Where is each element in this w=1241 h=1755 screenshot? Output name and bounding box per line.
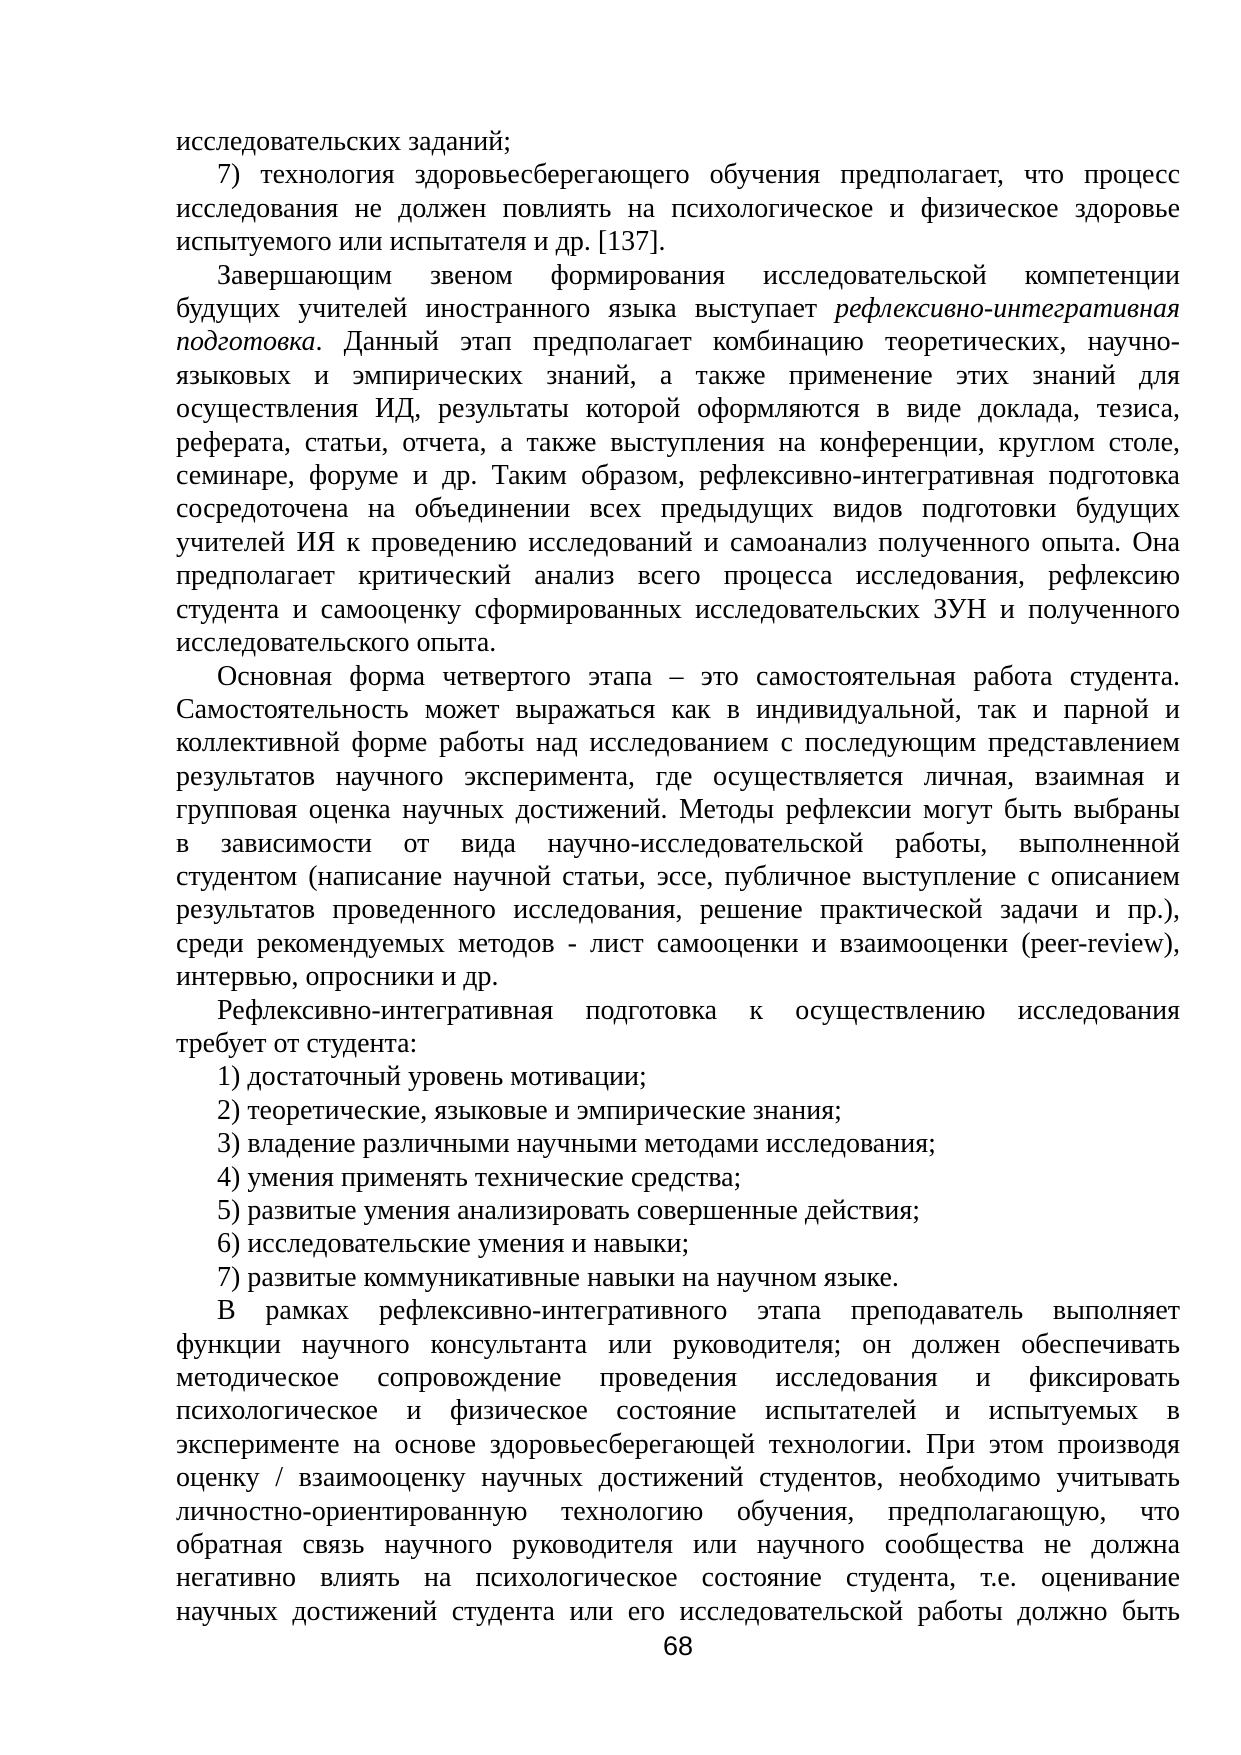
text-run: в зависимости от вида научно-исследовательской работы, выполненной <box>176 827 1180 859</box>
text-run: В рамках рефлексивно-интегративного этапа преподаватель выполняет <box>217 1295 1180 1327</box>
text-run: реферата, статьи, отчета, а также выступления на конференции, круглом столе, <box>176 426 1180 458</box>
text-line <box>176 192 1180 225</box>
text-line <box>176 325 1180 358</box>
text-line <box>176 860 1180 893</box>
text-run: студентом (написание научной статьи, эссе, публичное выступление с описанием <box>176 860 1180 892</box>
text-run: обратная связь научного руководителя или научного сообщества не должна <box>176 1529 1180 1561</box>
text-run: личностно-ориентированную технологию обучения, предполагающую, что <box>176 1495 1180 1527</box>
text-line <box>176 960 1180 993</box>
text-run: 3) владение различными научными методами исследования; <box>217 1128 936 1160</box>
text-line <box>176 1194 1180 1227</box>
text-run: Основная форма четвертого этапа – это самостоятельная работа студента. <box>217 660 1180 692</box>
text-run: 1) достаточный уровень мотивации; <box>217 1061 647 1093</box>
text-run: Рефлексивно-интегративная подготовка к осуществлению исследования <box>217 994 1180 1026</box>
text-line <box>176 793 1180 826</box>
text-line <box>176 1227 1180 1260</box>
text-run: 2) теоретические, языковые и эмпирические знания; <box>217 1094 842 1126</box>
text-run: будущих учителей иностранного языка выступает <box>176 293 836 325</box>
italic-text-run: рефлексивно-интегративная <box>835 293 1180 325</box>
text-line <box>176 392 1180 425</box>
text-line <box>176 426 1180 459</box>
text-run: исследовательских заданий; <box>176 126 511 157</box>
text-run: оценку / взаимооценку научных достижений студентов, необходимо учитывать <box>176 1462 1180 1494</box>
text-run: осуществления ИД, результаты которой оформляются в виде доклада, тезиса, <box>176 393 1180 425</box>
text-run: сосредоточена на объединении всех предыдущих видов подготовки будущих <box>176 493 1180 525</box>
text-run: Самостоятельность может выражаться как в индивидуальной, так и парной и <box>176 693 1180 725</box>
text-line <box>176 1461 1180 1494</box>
page-number: 68 <box>662 1631 694 1662</box>
text-line <box>176 459 1180 492</box>
text-line <box>176 760 1180 793</box>
text-line <box>176 1328 1180 1361</box>
text-run: интервью, опросники и др. <box>176 961 499 993</box>
text-line <box>176 1261 1180 1294</box>
text-line <box>176 893 1180 926</box>
text-run: результатов проведенного исследования, решение практической задачи и пр.), <box>176 894 1180 926</box>
text-line <box>176 660 1180 693</box>
document-content <box>176 125 1180 1661</box>
document-body <box>176 125 1180 1628</box>
text-run: Завершающим звеном формирования исследовательской компетенции <box>217 259 1180 291</box>
text-line <box>176 1161 1180 1194</box>
text-line <box>176 492 1180 525</box>
text-line <box>176 225 1180 258</box>
text-line <box>176 927 1180 960</box>
text-line <box>176 726 1180 759</box>
text-run: 4) умения применять технические средства; <box>217 1161 742 1193</box>
text-line <box>176 526 1180 559</box>
text-run: 7) технология здоровьесберегающего обучения предполагает, что процесс <box>217 159 1180 191</box>
text-run: требует от студента: <box>176 1027 418 1059</box>
text-line <box>176 693 1180 726</box>
text-line <box>176 1127 1180 1160</box>
text-run: учителей ИЯ к проведению исследований и самоанализ полученного опыта. Она <box>176 526 1180 558</box>
text-line <box>176 994 1180 1027</box>
text-run: семинаре, форуме и др. Таким образом, рефлексивно-интегративная подготовка <box>176 460 1180 492</box>
text-line <box>176 1294 1180 1327</box>
text-run: групповая оценка научных достижений. Методы рефлексии могут быть выбраны <box>176 794 1180 826</box>
text-run: 6) исследовательские умения и навыки; <box>217 1228 690 1260</box>
text-run: результатов научного эксперимента, где осуществляется личная, взаимная и <box>176 760 1180 792</box>
text-run: исследовательского опыта. <box>176 627 497 659</box>
text-line <box>176 1495 1180 1528</box>
text-line <box>176 359 1180 392</box>
text-run: научных достижений студента или его исследовательской работы должно быть <box>176 1595 1180 1627</box>
text-line <box>176 1394 1180 1427</box>
text-line <box>176 593 1180 626</box>
text-line <box>176 1561 1180 1594</box>
text-run: студента и самооценку сформированных исследовательских ЗУН и полученного <box>176 593 1180 625</box>
text-line <box>176 827 1180 860</box>
text-line <box>176 1361 1180 1394</box>
text-line <box>176 626 1180 659</box>
text-run: эксперименте на основе здоровьесберегающей технологии. При этом производя <box>176 1428 1180 1460</box>
text-line <box>176 292 1180 325</box>
text-line <box>176 1595 1180 1628</box>
text-line <box>176 1528 1180 1561</box>
text-run: среди рекомендуемых методов - лист самооценки и взаимооценки (peer-review), <box>176 927 1180 959</box>
text-run: функции научного консультанта или руководителя; он должен обеспечивать <box>176 1328 1180 1360</box>
text-line <box>176 1428 1180 1461</box>
text-run: испытуемого или испытателя и др. [137]. <box>176 226 666 258</box>
text-run: 5) развитые умения анализировать совершенные действия; <box>217 1195 921 1226</box>
text-line <box>176 1027 1180 1060</box>
text-run: психологическое и физическое состояние испытателей и испытуемых в <box>176 1395 1180 1427</box>
text-run: языковых и эмпирических знаний, а также применение этих знаний для <box>176 359 1180 391</box>
italic-text-run: подготовка <box>176 326 316 358</box>
text-run: негативно влиять на психологическое состояние студента, т.е. оценивание <box>176 1562 1180 1594</box>
text-run: методическое сопровождение проведения исследования и фиксировать <box>176 1362 1180 1394</box>
text-run: 7) развитые коммуникативные навыки на научном языке. <box>217 1261 899 1293</box>
text-line <box>176 1060 1180 1093</box>
text-line <box>176 259 1180 292</box>
text-run: коллективной форме работы над исследованием с последующим представлением <box>176 727 1180 759</box>
text-run: исследования не должен повлиять на психологическое и физическое здоровье <box>176 192 1180 224</box>
text-line <box>176 1094 1180 1127</box>
text-line <box>176 559 1180 592</box>
text-run: . Данный этап предполагает комбинацию теоретических, научно- <box>315 326 1180 358</box>
text-run: предполагает критический анализ всего процесса исследования, рефлексию <box>176 560 1180 592</box>
text-line <box>176 125 1180 158</box>
text-line <box>176 158 1180 191</box>
